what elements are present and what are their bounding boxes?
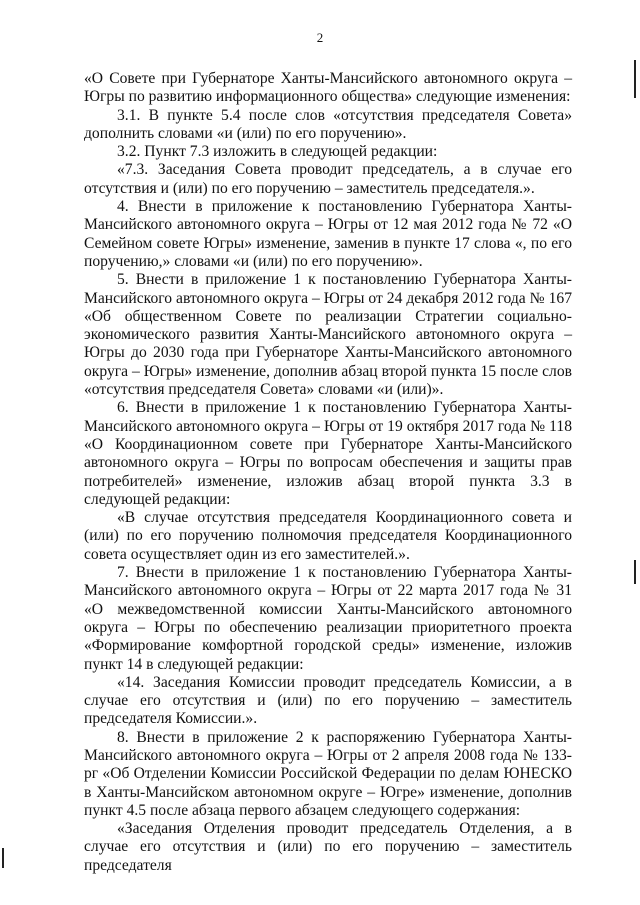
paragraph: 6. Внести в приложение 1 к постановлению Губернатора Ханты-Мансийского автономного округа – Югры от 19 октября 2017 года № 118 «О Координационном совете при Губернаторе Ханты-Мансийского автономного округа – Югры по вопросам обеспечения и защиты прав потребителей» изменение, изложив абзац второй пункта 3.3 в следующей редакции: bbox=[84, 399, 572, 508]
paragraph: 3.2. Пункт 7.3 изложить в следующей редакции: bbox=[117, 143, 438, 161]
paragraph: 7. Внести в приложение 1 к постановлению Губернатора Ханты-Мансийского автономного округа – Югры от 22 марта 2017 года № 31 «О межведомственной комиссии Ханты-Мансийского автономного округа – Югры по обеспечению реализации приоритетного проекта «Формирование комфортной городской среды» изменение, изложив пункт 14 в следующей редакции: bbox=[84, 564, 572, 673]
paragraph: «В случае отсутствия председателя Координационного совета и (или) по его поручению полномочия председателя Координационного совета осуществляет один из его заместителей.». bbox=[84, 509, 572, 563]
paragraph: «14. Заседания Комиссии проводит председатель Комиссии, а в случае его отсутствия и (или) по его поручению – заместитель председателя Комиссии.». bbox=[84, 673, 572, 728]
paragraph: 5. Внести в приложение 1 к постановлению Губернатора Ханты-Мансийского автономного округа – Югры от 24 декабря 2012 года № 167 «Об общественном Совете по реализации Стратегии социально-экономического развития Ханты-Мансийского автономного округа – Югры до 2030 года при Губернаторе Ханты-Мансийского автономного округа – Югры» изменение, дополнив абзац второй пункта 15 после слов «отсутствия председателя Совета» словами «и (или)». bbox=[84, 271, 572, 399]
document-body bbox=[84, 70, 572, 875]
paragraph: 8. Внести в приложение 2 к распоряжению Губернатора Ханты-Мансийского автономного округа – Югры от 2 апреля 2008 года № 133-рг «Об Отделении Комиссии Российской Федерации по делам ЮНЕСКО в Ханты-Мансийском автономном округе – Югре» изменение, дополнив пункт 4.5 после абзаца первого абзацем следующего содержания: bbox=[84, 728, 572, 819]
page-number: 2 bbox=[316, 30, 324, 45]
paragraph: «7.3. Заседания Совета проводит председатель, а в случае его отсутствия и (или) по его поручению – заместитель председателя.». bbox=[84, 161, 572, 197]
scan-edge-mark bbox=[634, 560, 636, 584]
paragraph: «Заседания Отделения проводит председатель Отделения, а в случае его отсутствия и (или) по его поручению – заместитель председателя bbox=[84, 820, 572, 874]
paragraph: 4. Внести в приложение к постановлению Губернатора Ханты-Мансийского автономного округа – Югры от 12 мая 2012 года № 72 «О Семейном совете Югры» изменение, заменив в пункте 17 слова «, по его поручению,» словами «и (или) по его поручению». bbox=[84, 198, 572, 270]
paragraph: «О Совете при Губернаторе Ханты-Мансийского автономного округа – Югры по развитию информационного общества» следующие изменения: bbox=[84, 70, 572, 106]
paragraph: 3.1. В пункте 5.4 после слов «отсутствия председателя Совета» дополнить словами «и (или) по его поручению». bbox=[84, 106, 572, 142]
scan-edge-mark bbox=[2, 848, 4, 868]
scan-edge-mark bbox=[634, 60, 636, 98]
